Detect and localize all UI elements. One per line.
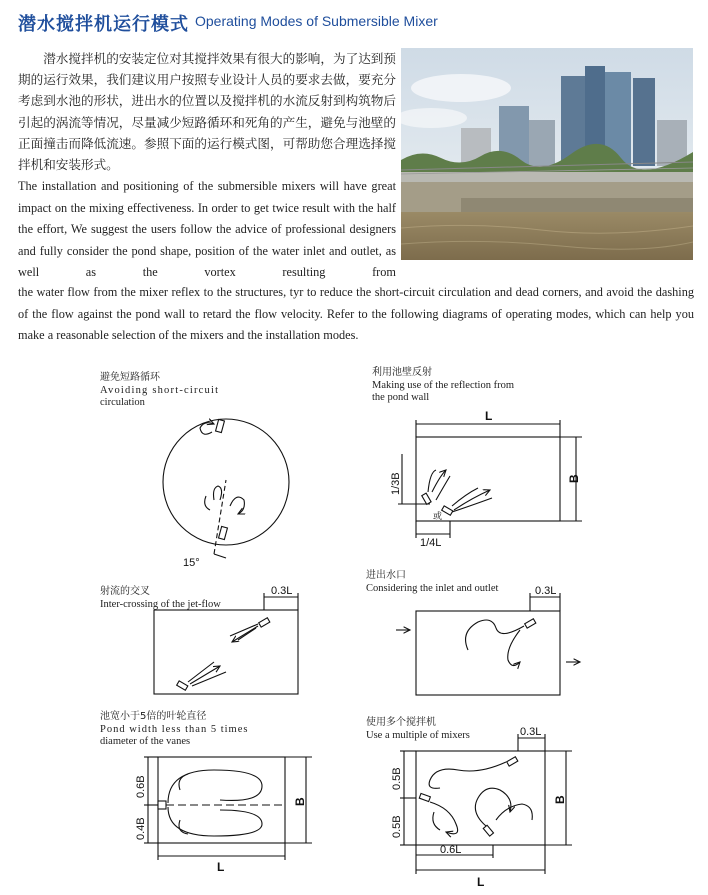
page-title-en: Operating Modes of Submersible Mixer (195, 13, 438, 29)
caption-narrow-cn: 池宽小于5倍的叶轮直径 (100, 711, 207, 722)
inlet-dim: 0.3L (535, 585, 557, 597)
multiple-dim-right: B (553, 795, 567, 804)
narrow-dim-lower: 0.4B (135, 817, 147, 840)
caption-inlet-en: Considering the inlet and outlet (366, 582, 499, 594)
circular-pond-diagram (163, 419, 289, 558)
inlet-outlet-diagram (396, 593, 580, 695)
caption-multiple-en: Use a multiple of mixers (366, 729, 470, 741)
caption-avoid-en-2: circulation (100, 397, 145, 408)
multiple-mixers-diagram (400, 734, 572, 874)
narrow-pond-diagram (144, 757, 312, 860)
intro-en-paragraph-bottom: the water flow from the mixer reflex to the structures, tyr to reduce the short-circuit circulation and dead corners, and avoid the dashing of the flow against the pond wall to retard the flow velocity. Refer to the following diagrams of operating modes, which can help you make a reasonable selection of the mixers and the installation modes. (18, 285, 694, 342)
multiple-dim-bottom: L (477, 875, 485, 889)
narrow-dim-bottom: L (217, 860, 225, 874)
narrow-dim-right: B (293, 797, 307, 806)
multiple-dim-top: 0.3L (520, 726, 542, 738)
reflection-pond-diagram (398, 420, 582, 538)
caption-inlet-cn: 进出水口 (366, 570, 406, 581)
caption-narrow-en-1: Pond width less than 5 times (100, 723, 249, 735)
reflect-dim-bottom: 1/4L (420, 537, 442, 549)
multiple-dim-bottom-inner: 0.6L (440, 844, 462, 856)
narrow-dim-upper: 0.6B (135, 775, 147, 798)
multiple-dim-left-lower: 0.5B (391, 815, 403, 838)
intro-en-paragraph-top: The installation and positioning of the submersible mixers will have great impact on the mixing effectiveness. In order to get twice result with the half the effort, We suggest the users follow the advice of professional designers and fully consider the pond shape, position of the water inlet and outlet, as well as the vortex resulting from (18, 179, 396, 279)
caption-reflect-cn: 利用池壁反射 (372, 367, 432, 378)
caption-multiple-cn: 使用多个搅拌机 (366, 717, 436, 728)
intro-cn-paragraph: 潜水搅拌机的安装定位对其搅拌效果有很大的影响，为了达到预期的运行效果，我们建议用户按照专业设计人员的要求去做，要充分考虑到水池的形状，进出水的位置以及搅拌机的水流反射到构筑物后引起的涡流等情况，尽量减少短路循环和死角的产生，避免与池壁的正面撞击而降低流速。参照下面的运行模式图，可帮助您合理选择搅拌机和安装形式。 (18, 51, 396, 173)
page-title-cn: 潜水搅拌机运行模式 (18, 14, 189, 35)
angle-label: 15° (183, 557, 200, 569)
jet-crossing-diagram (154, 593, 298, 694)
jet-dim: 0.3L (271, 585, 293, 597)
caption-avoid-cn: 避免短路循环 (100, 372, 160, 383)
caption-narrow-en-2: diameter of the vanes (100, 736, 191, 747)
reflect-dim-left: 1/3B (390, 472, 402, 495)
reflect-dim-right: B (567, 474, 581, 483)
caption-jet-cn: 射流的交叉 (100, 586, 150, 597)
multiple-dim-left-upper: 0.5B (391, 767, 403, 790)
caption-reflect-en-1: Making use of the reflection from (372, 379, 514, 391)
reflect-or-marker: 或 (433, 512, 443, 522)
caption-jet-en: Inter-crossing of the jet-flow (100, 598, 221, 610)
caption-reflect-en-2: the pond wall (372, 392, 430, 403)
caption-avoid-en-1: Avoiding short-circuit (100, 384, 220, 396)
reflect-dim-top: L (485, 409, 493, 423)
